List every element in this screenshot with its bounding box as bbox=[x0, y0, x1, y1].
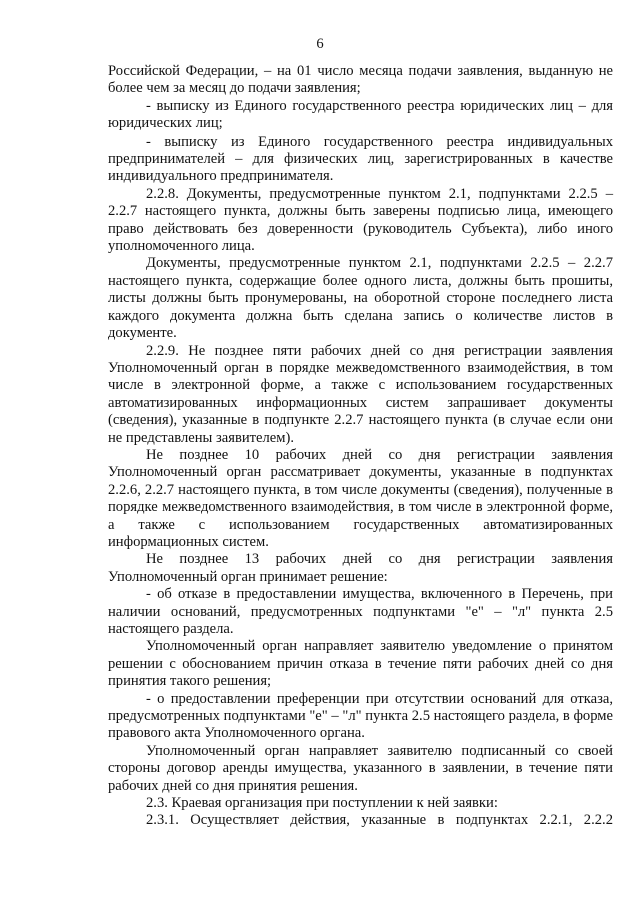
paragraph-list-item: - об отказе в предоставлении имущества, включенного в Перечень, при наличии оснований, предусмотренных подпунктами "е" – "л" пункта 2.5 настоящего раздела. bbox=[108, 586, 613, 637]
document-body bbox=[108, 63, 613, 830]
paragraph-2-2-8: 2.2.8. Документы, предусмотренные пунктом 2.1, подпунктами 2.2.5 – 2.2.7 настоящего пункта, должны быть заверены подписью лица, имеющего право действовать без доверенности (руководитель Субъекта), либо иного уполномоченного лица. bbox=[108, 185, 613, 255]
paragraph-list-item: - выписку из Единого государственного реестра индивидуальных предпринимателей – для физических лиц, зарегистрированных в качестве индивидуального предпринимателя. bbox=[108, 133, 613, 185]
paragraph: Не позднее 13 рабочих дней со дня регистрации заявления Уполномоченный орган принимает решение: bbox=[108, 551, 613, 585]
paragraph: Уполномоченный орган направляет заявителю уведомление о принятом решении с обоснованием причин отказа в течение пяти рабочих дней со дня принятия такого решения; bbox=[108, 638, 613, 690]
paragraph: Не позднее 10 рабочих дней со дня регистрации заявления Уполномоченный орган рассматривает документы, указанные в подпунктах 2.2.6, 2.2.7 настоящего пункта, в том числе документы (сведения), полученные в порядке межведомственного взаимодействия, в том числе в электронной форме, а также с использованием государственных автоматизированных информационных систем. bbox=[108, 446, 613, 550]
page-number: 6 bbox=[316, 36, 324, 52]
paragraph-2-2-9: 2.2.9. Не позднее пяти рабочих дней со дня регистрации заявления Уполномоченный орган в порядке межведомственного взаимодействия, в том числе в электронной форме, а также с использованием государственных автоматизированных информационных систем запрашивает документы (сведения), указанные в подпункте 2.2.7 настоящего пункта (в случае если они не представлены заявителем). bbox=[108, 342, 613, 446]
paragraph: Документы, предусмотренные пунктом 2.1, подпунктами 2.2.5 – 2.2.7 настоящего пункта, содержащие более одного листа, должны быть прошиты, листы должны быть пронумерованы, на оборотной стороне последнего листа каждого документа должна быть сделана запись о количестве листов в документе. bbox=[108, 255, 613, 342]
paragraph: Уполномоченный орган направляет заявителю подписанный со своей стороны договор аренды имущества, указанного в заявлении, в течение пяти рабочих дней со дня принятия решения. bbox=[108, 742, 613, 794]
paragraph-list-item: - выписку из Единого государственного реестра юридических лиц – для юридических лиц; bbox=[108, 97, 613, 132]
paragraph-2-3-1: 2.3.1. Осуществляет действия, указанные в подпунктах 2.2.1, 2.2.2 bbox=[146, 812, 613, 829]
paragraph-2-3: 2.3. Краевая организация при поступлении к ней заявки: bbox=[146, 795, 498, 812]
paragraph-list-item: - о предоставлении преференции при отсутствии оснований для отказа, предусмотренных подпунктами "е" – "л" пункта 2.5 настоящего раздела, в форме правового акта Уполномоченного органа. bbox=[108, 690, 613, 742]
paragraph-continuation: Российской Федерации, – на 01 число месяца подачи заявления, выданную не более чем за месяц до подачи заявления; bbox=[108, 63, 613, 97]
